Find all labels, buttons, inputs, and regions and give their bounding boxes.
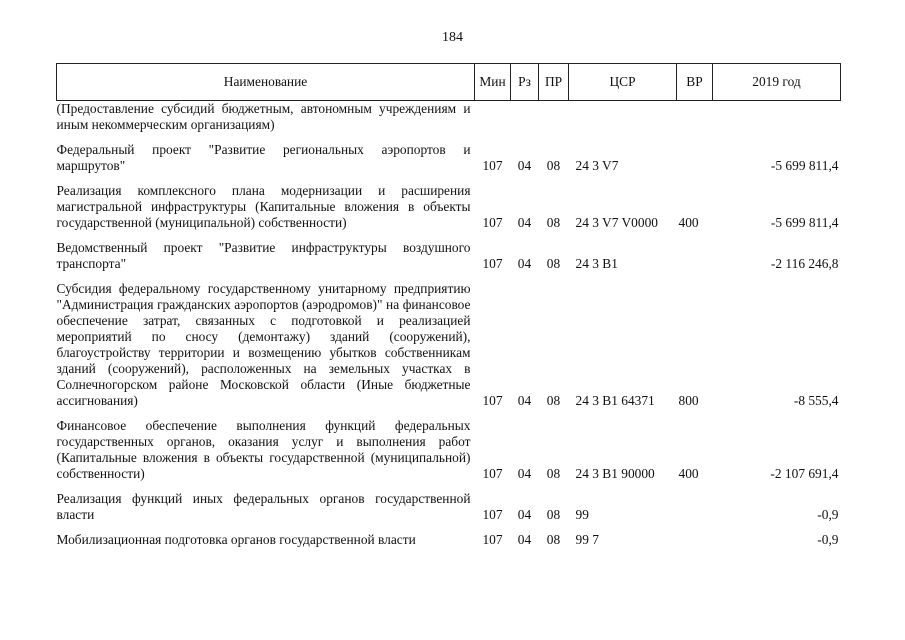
row-vr: 800 [678,393,699,408]
row-min: 107 [482,215,503,230]
table-row [57,281,841,409]
row-min [475,101,511,134]
table-row [57,101,841,134]
row-pr [539,101,569,134]
budget-table [56,63,841,548]
row-rz: 04 [517,215,532,230]
table-header [57,64,841,101]
row-csr: 24 3 B1 [575,256,618,271]
row-min: 107 [482,466,503,481]
row-name: Субсидия федеральному государственному унитарному предприятию "Администрация гражданских аэропортов (аэродромов)" на финансовое обеспечение затрат, связанных с подготовкой и реализацией мероприятий по сносу (демонтажу) зданий (сооружений), благоустройству территории и возмещению убытков собственникам зданий (сооружений), расположенных на земельных участках в Солнечногорском районе Московской области (Иные бюджетные ассигнования) [56,281,471,408]
row-vr [677,532,713,548]
row-rz [511,101,539,134]
row-amount [713,101,841,134]
row-rz: 04 [517,256,532,271]
row-name: Реализация комплексного плана модернизации и расширения магистральной инфраструктуры (Капитальные вложения в объекты государственной (муниципальной) собственности) [56,183,471,230]
row-csr: 99 [575,507,589,522]
row-amount: -2 116 246,8 [770,256,839,271]
row-amount: -5 699 811,4 [770,215,839,230]
row-vr: 400 [678,215,699,230]
row-rz: 04 [517,507,532,522]
row-vr [677,142,713,174]
row-min: 107 [482,532,503,547]
row-rz: 04 [517,393,532,408]
row-name: Мобилизационная подготовка органов государственной власти [56,532,416,547]
row-amount: -0,9 [817,532,839,547]
row-pr: 08 [546,532,561,547]
row-pr: 08 [546,393,561,408]
row-csr: 99 7 [575,532,599,547]
header-vr: ВР [677,64,713,101]
table-row [57,183,841,231]
row-pr: 08 [546,507,561,522]
row-pr: 08 [546,466,561,481]
row-csr: 24 3 V7 V0000 [575,215,658,230]
table-row [57,418,841,482]
table-row [57,491,841,523]
row-vr: 400 [678,466,699,481]
table-body [57,101,841,549]
header-year: 2019 год [713,64,841,101]
header-rz: Рз [511,64,539,101]
row-name: Ведомственный проект "Развитие инфраструктуры воздушного транспорта" [56,240,471,271]
row-amount: -8 555,4 [793,393,839,408]
row-name: Реализация функций иных федеральных органов государственной власти [56,491,471,522]
row-name: Федеральный проект "Развитие региональных аэропортов и маршрутов" [56,142,471,173]
row-min: 107 [482,256,503,271]
row-csr: 24 3 B1 64371 [575,393,655,408]
row-min: 107 [482,507,503,522]
row-csr [569,101,677,134]
row-min: 107 [482,158,503,173]
table-row [57,240,841,272]
row-amount: -0,9 [817,507,839,522]
row-rz: 04 [517,466,532,481]
row-name: Финансовое обеспечение выполнения функций федеральных государственных органов, оказания услуг и выполнения работ (Капитальные вложения в объекты государственной (муниципальной) собственности) [56,418,471,481]
row-rz: 04 [517,158,532,173]
table-row [57,532,841,548]
row-amount: -5 699 811,4 [770,158,839,173]
row-min: 107 [482,393,503,408]
row-pr: 08 [546,215,561,230]
header-min: Мин [475,64,511,101]
row-csr: 24 3 V7 [575,158,619,173]
row-rz: 04 [517,532,532,547]
row-name: (Предоставление субсидий бюджетным, автономным учреждениям и иным некоммерческим организациям) [56,101,471,132]
row-pr: 08 [546,158,561,173]
header-pr: ПР [539,64,569,101]
row-vr [677,101,713,134]
header-name: Наименование [57,64,475,101]
row-vr [677,240,713,272]
row-amount: -2 107 691,4 [770,466,839,481]
row-vr [677,491,713,523]
header-csr: ЦСР [569,64,677,101]
page-number: 184 [442,30,463,45]
table-row [57,142,841,174]
row-pr: 08 [546,256,561,271]
row-csr: 24 3 B1 90000 [575,466,655,481]
